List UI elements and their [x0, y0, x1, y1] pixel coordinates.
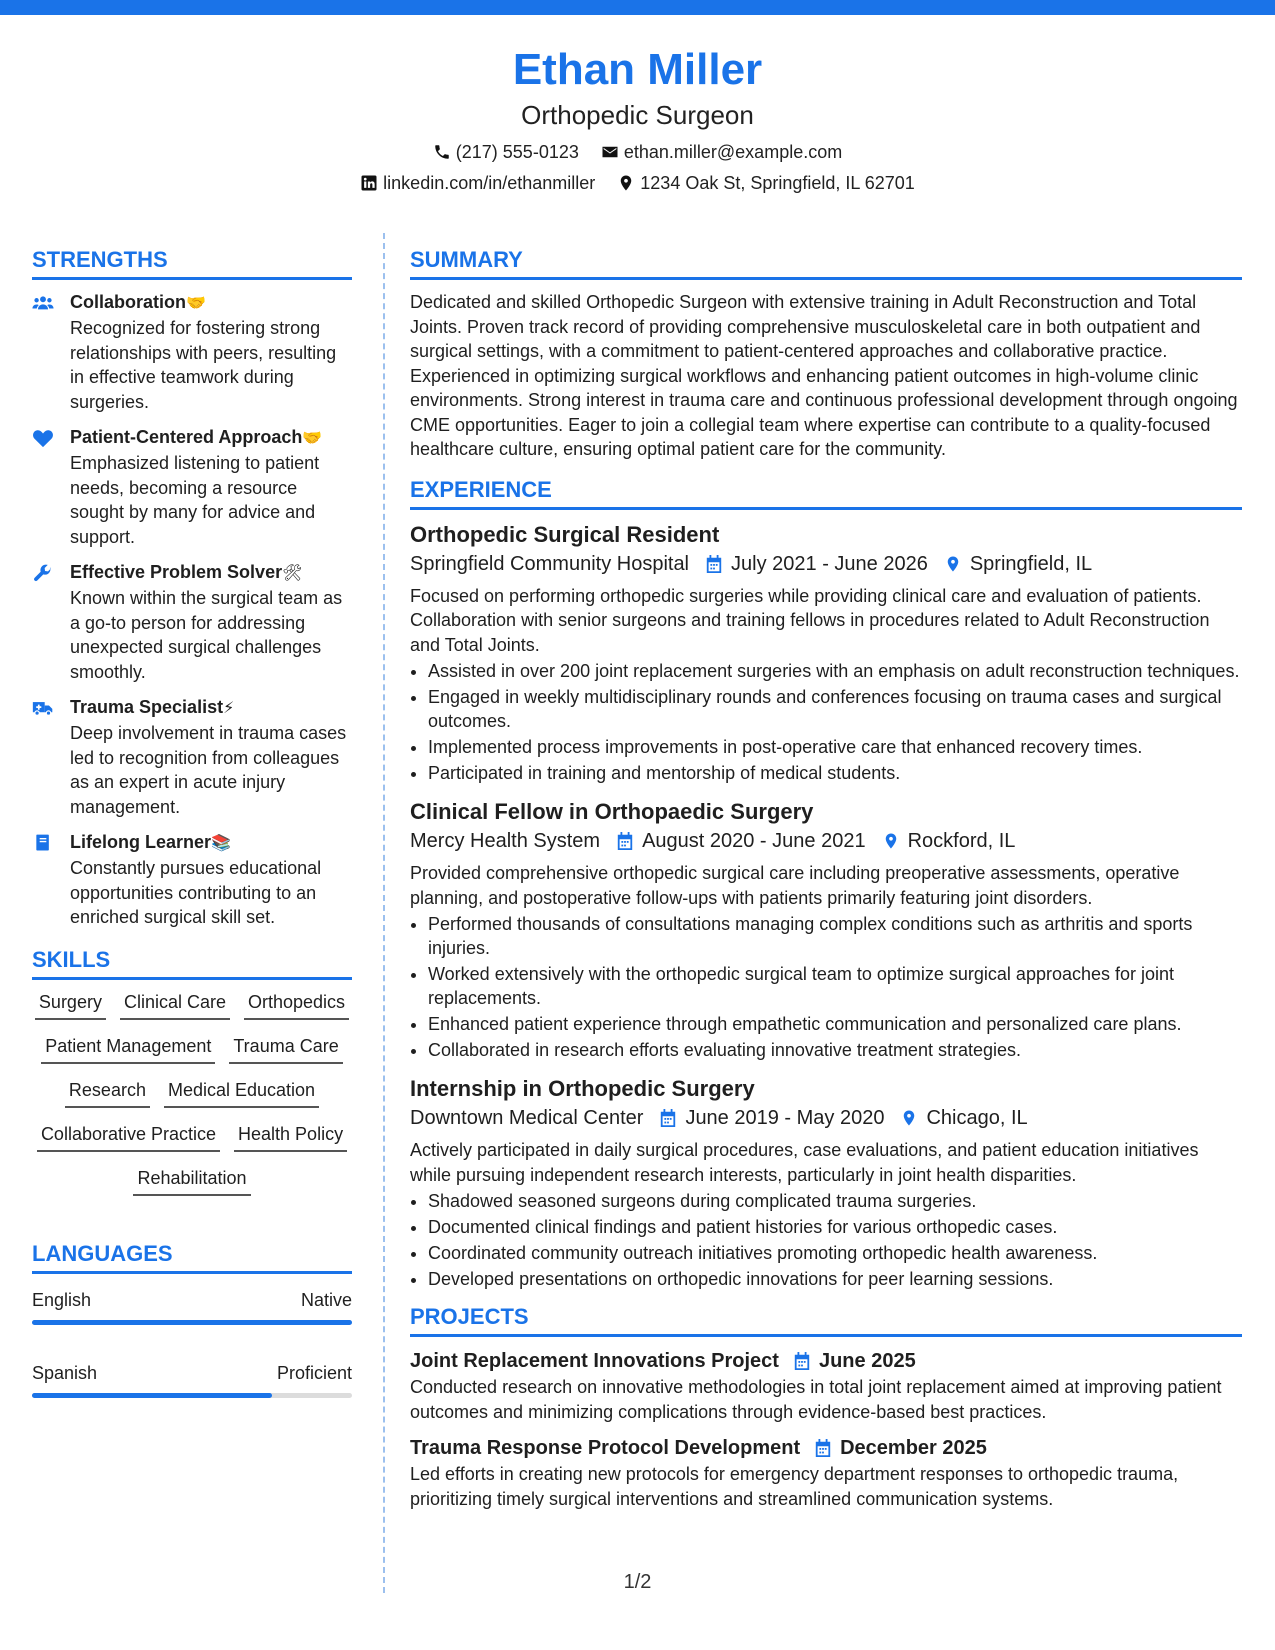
- project-date: December 2025: [840, 1437, 987, 1459]
- skill-tag: Clinical Care: [120, 990, 230, 1020]
- skill-tag: Health Policy: [234, 1122, 347, 1152]
- calendar-icon: [659, 1108, 677, 1128]
- strength-item: [32, 290, 352, 414]
- language-name: Spanish: [32, 1362, 98, 1383]
- ambulance-icon: [32, 698, 54, 718]
- job-org: Mercy Health System: [410, 830, 601, 852]
- phone-text: (217) 555-0123: [455, 142, 579, 162]
- strengths-title: STRENGTHS: [32, 246, 352, 280]
- handshake-emoji: 🤝: [302, 430, 323, 447]
- contact-row-1: [0, 140, 1275, 164]
- calendar-icon: [616, 831, 634, 851]
- job-location: Chicago, IL: [926, 1107, 1028, 1129]
- language-row: [32, 1361, 352, 1385]
- strength-title: Effective Problem Solver: [70, 562, 283, 582]
- strength-item: [32, 560, 352, 684]
- strength-item: [32, 425, 352, 549]
- project-description: Led efforts in creating new protocols for emergency department responses to orthopedic trauma, prioritizing timely surgical interventions and streamlined communication systems.: [410, 1464, 1179, 1509]
- strength-desc: Deep involvement in trauma cases led to recognition from colleagues as an expert in acute injury management.: [70, 723, 347, 817]
- job-bullets: [410, 1189, 1242, 1291]
- map-pin-icon: [882, 831, 900, 851]
- project-entry: [410, 1347, 1242, 1424]
- contact-address: [617, 171, 915, 195]
- job-title: Internship in Orthopedic Surgery: [410, 1076, 755, 1101]
- skill-tag: Trauma Care: [229, 1034, 342, 1064]
- strength-title: Lifelong Learner: [70, 832, 212, 852]
- project-date: June 2025: [818, 1350, 916, 1372]
- language-name: English: [32, 1289, 92, 1310]
- map-pin-icon: [900, 1108, 918, 1128]
- strength-desc: Known within the surgical team as a go-to person for addressing unexpected surgical challenges smoothly.: [70, 588, 343, 682]
- languages-title: LANGUAGES: [32, 1240, 352, 1274]
- phone-icon: [433, 143, 451, 161]
- job-description: Actively participated in daily surgical procedures, case evaluations, and patient education initiatives while pursuing independent research interests, particularly in joint health disparities.: [410, 1140, 1199, 1185]
- language-proficiency-fill: [32, 1320, 352, 1325]
- job-location: Rockford, IL: [907, 830, 1016, 852]
- language-proficiency-fill: [32, 1393, 272, 1398]
- strength-item: [32, 695, 352, 819]
- calendar-icon: [814, 1438, 832, 1458]
- job-bullet: • Shadowed seasoned surgeons during complicated trauma surgeries.: [428, 1189, 1242, 1213]
- calendar-icon: [793, 1351, 811, 1371]
- contact-linkedin[interactable]: [360, 171, 595, 195]
- language-level: Proficient: [276, 1362, 352, 1383]
- job-org: Springfield Community Hospital: [410, 552, 690, 575]
- top-accent-bar: [0, 0, 1275, 15]
- strength-desc: Constantly pursues educational opportunities contributing to an enriched surgical skill set.: [70, 858, 322, 927]
- job-dates: June 2019 - May 2020: [685, 1107, 885, 1129]
- job-bullet: • Implemented process improvements in post-operative care that enhanced recovery times.: [428, 735, 1242, 759]
- skill-tag: Rehabilitation: [133, 1166, 250, 1196]
- job-bullets: [410, 912, 1242, 1062]
- strength-title: Patient-Centered Approach: [70, 427, 303, 447]
- language-proficiency-bar: [32, 1320, 352, 1325]
- lightning-emoji: ⚡: [223, 700, 235, 717]
- language-proficiency-bar: [32, 1393, 352, 1398]
- job-bullet: • Performed thousands of consultations managing complex conditions such as arthritis and sports injuries.: [428, 912, 1242, 960]
- users-icon: [32, 293, 54, 313]
- project-header: [410, 1434, 1242, 1462]
- job-dates: July 2021 - June 2026: [731, 552, 928, 575]
- books-emoji: 📚: [211, 835, 231, 852]
- calendar-icon: [705, 554, 723, 574]
- summary-text: Dedicated and skilled Orthopedic Surgeon with extensive training in Adult Reconstruction and Total Joints. Proven track record of providing comprehensive musculoskeletal care in both outpatient and surgical settings, with a commitment to patient-centered approaches and collaborative practice. Experienced in optimizing surgical workflows and enhancing patient outcomes in high-volume clinic environments. Strong interest in trauma care and continuous professional development through ongoing CME opportunities. Eager to join a collegial team where expertise can contribute to a quality-focused healthcare culture, ensuring optimal patient care for the community.: [410, 292, 1238, 459]
- job-bullet: • Collaborated in research efforts evaluating innovative treatment strategies.: [428, 1038, 1242, 1062]
- experience-title: EXPERIENCE: [410, 476, 1242, 510]
- contact-phone[interactable]: [433, 140, 579, 164]
- job-meta: [410, 1104, 1242, 1132]
- skill-tag: Orthopedics: [244, 990, 349, 1020]
- wrench-icon: [32, 563, 54, 583]
- email-text: ethan.miller@example.com: [623, 142, 843, 162]
- job-bullet: • Worked extensively with the orthopedic surgical team to optimize surgical approaches for joint replacements.: [428, 962, 1242, 1010]
- job-bullet: • Documented clinical findings and patient histories for various orthopedic cases.: [428, 1215, 1242, 1239]
- heart-icon: [32, 428, 54, 448]
- job-dates: August 2020 - June 2021: [642, 830, 866, 852]
- strength-title: Trauma Specialist: [70, 697, 224, 717]
- job-description: Focused on performing orthopedic surgeries while providing clinical care and evaluation of patients. Collaboration with senior surgeons and training fellows in procedures related to Adult Reconstruction and Total Joints.: [410, 585, 1210, 655]
- job-bullet: • Participated in training and mentorship of medical students.: [428, 761, 1242, 785]
- skill-tag: Patient Management: [41, 1034, 215, 1064]
- resume-header: [0, 44, 1275, 195]
- job-meta: [410, 550, 1242, 578]
- skill-tag: Surgery: [35, 990, 106, 1020]
- job-bullet: • Assisted in over 200 joint replacement surgeries with an emphasis on adult reconstruction techniques.: [428, 659, 1242, 683]
- book-icon: [32, 833, 54, 853]
- linkedin-icon: [360, 174, 378, 192]
- project-entry: [410, 1434, 1242, 1511]
- job-title: Clinical Fellow in Orthopaedic Surgery: [410, 799, 814, 824]
- linkedin-text: linkedin.com/in/ethanmiller: [383, 173, 596, 193]
- map-pin-icon: [617, 174, 635, 192]
- job-bullets: [410, 659, 1242, 785]
- right-column: [410, 246, 1242, 1521]
- contact-email[interactable]: [601, 140, 842, 164]
- candidate-name: Ethan Miller: [512, 45, 763, 94]
- skill-tag: Collaborative Practice: [37, 1122, 220, 1152]
- tools-emoji: 🛠: [282, 565, 303, 582]
- page-number: 1/2: [623, 1571, 652, 1593]
- project-title: Joint Replacement Innovations Project: [410, 1350, 779, 1372]
- map-pin-icon: [944, 554, 962, 574]
- job-bullet: • Coordinated community outreach initiatives promoting orthopedic health awareness.: [428, 1241, 1242, 1265]
- candidate-role: Orthopedic Surgeon: [521, 100, 754, 130]
- job-location: Springfield, IL: [969, 552, 1093, 575]
- summary-title: SUMMARY: [410, 246, 1242, 280]
- strength-item: [32, 830, 352, 930]
- job-description: Provided comprehensive orthopedic surgical care including preoperative assessments, operative planning, and postoperative follow-ups with patients primarily featuring joint disorders.: [410, 863, 1180, 908]
- project-title: Trauma Response Protocol Development: [410, 1437, 801, 1459]
- language-level: Native: [300, 1289, 352, 1310]
- experience-entry: [410, 1074, 1242, 1291]
- job-bullet: • Developed presentations on orthopedic innovations for peer learning sessions.: [428, 1267, 1242, 1291]
- experience-entry: [410, 520, 1242, 786]
- project-header: [410, 1347, 1242, 1375]
- job-org: Downtown Medical Center: [410, 1107, 644, 1129]
- project-description: Conducted research on innovative methodologies in total joint replacement aimed at improving patient outcomes and minimizing complications through evidence-based best practices.: [410, 1377, 1222, 1422]
- skill-tag: Research: [65, 1078, 150, 1108]
- language-row: [32, 1288, 352, 1312]
- job-title: Orthopedic Surgical Resident: [410, 521, 720, 547]
- job-meta: [410, 827, 1242, 855]
- strength-title: Collaboration: [70, 292, 186, 312]
- skills-title: SKILLS: [32, 946, 352, 980]
- skill-tag: Medical Education: [164, 1078, 319, 1108]
- column-divider: [383, 233, 385, 1593]
- skills-list: [32, 990, 352, 1196]
- experience-entry: [410, 797, 1242, 1062]
- contact-row-2: [0, 171, 1275, 195]
- handshake-emoji: 🤝: [186, 295, 206, 312]
- envelope-icon: [601, 143, 619, 161]
- job-bullet: • Enhanced patient experience through empathetic communication and personalized care plans.: [428, 1012, 1242, 1036]
- left-column: [32, 246, 352, 1434]
- projects-title: PROJECTS: [410, 1303, 1242, 1337]
- strength-desc: Emphasized listening to patient needs, becoming a resource sought by many for advice and support.: [70, 453, 320, 547]
- address-text: 1234 Oak St, Springfield, IL 62701: [640, 173, 915, 193]
- job-bullet: • Engaged in weekly multidisciplinary rounds and conferences focusing on trauma cases and surgical outcomes.: [428, 685, 1242, 733]
- strength-desc: Recognized for fostering strong relationships with peers, resulting in effective teamwork during surgeries.: [70, 318, 337, 412]
